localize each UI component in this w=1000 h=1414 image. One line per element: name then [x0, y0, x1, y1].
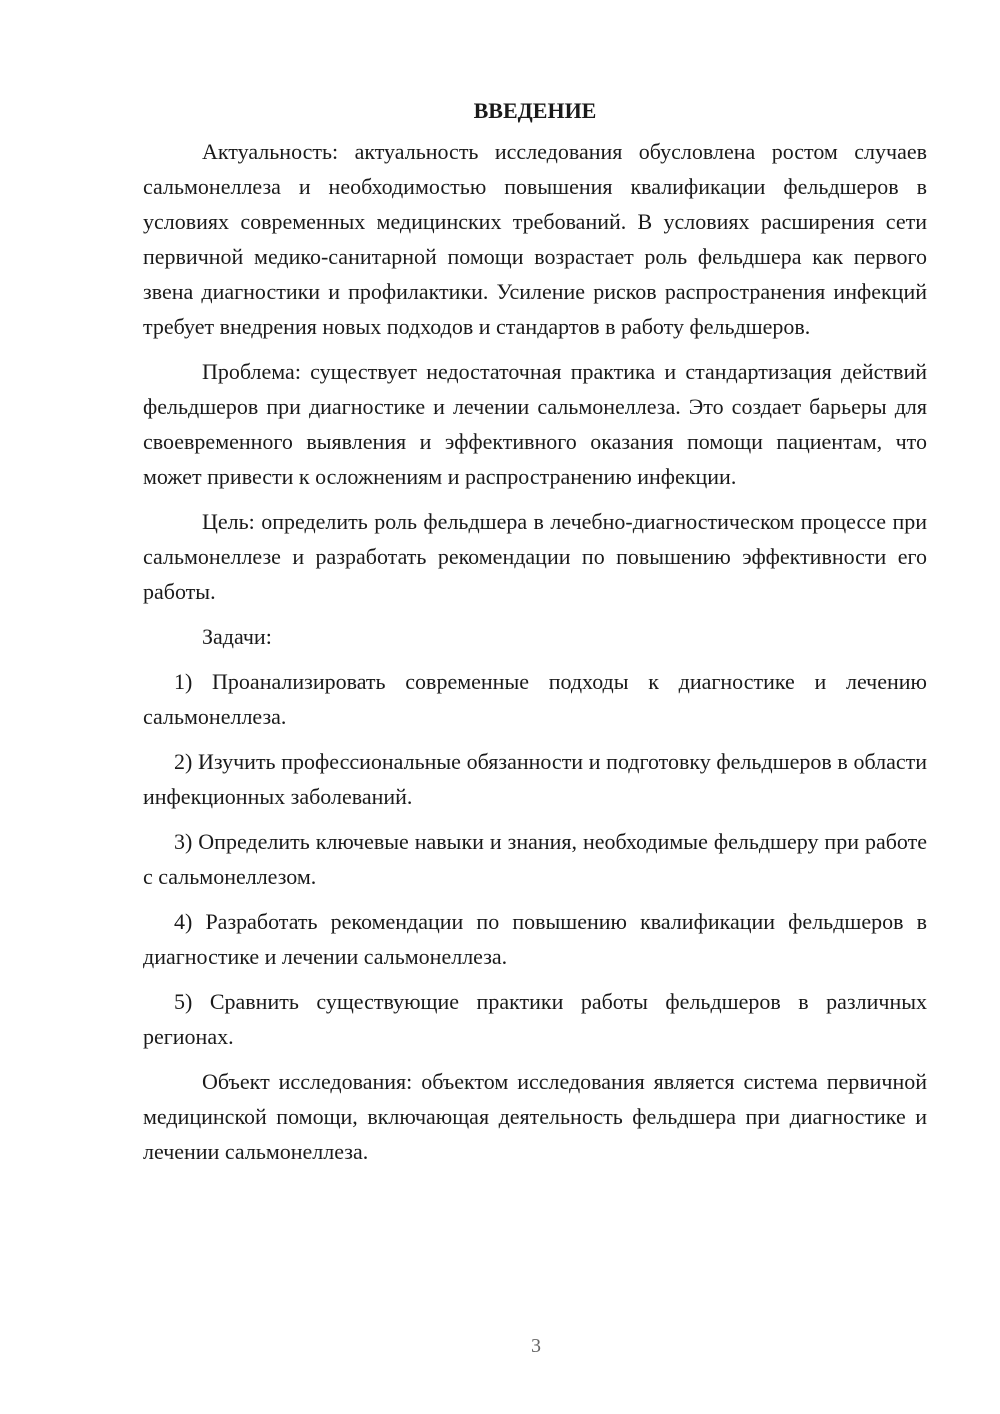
- task-item-2: 2) Изучить профессиональные обязанности и подготовку фельдшеров в области инфекционных заболеваний.: [143, 749, 927, 809]
- paragraph-object: Объект исследования: объектом исследования является система первичной медицинской помощи, включающая деятельность фельдшера при диагностике и лечении сальмонеллеза.: [143, 1069, 927, 1164]
- paragraph-problem: Проблема: существует недостаточная практика и стандартизация действий фельдшеров при диагностике и лечении сальмонеллеза. Это создает барьеры для своевременного выявления и эффективного оказания помощи пациентам, что может привести к осложнениям и распространению инфекции.: [143, 359, 927, 489]
- paragraph-relevance: Актуальность: актуальность исследования обусловлена ростом случаев сальмонеллеза и необходимостью повышения квалификации фельдшеров в условиях современных медицинских требований. В условиях расширения сети первичной медико-санитарной помощи возрастает роль фельдшера как первого звена диагностики и профилактики. Усиление рисков распространения инфекций требует внедрения новых подходов и стандартов в работу фельдшеров.: [143, 139, 927, 339]
- task-item-5: 5) Сравнить существующие практики работы фельдшеров в различных регионах.: [143, 989, 927, 1049]
- paragraph-goal: Цель: определить роль фельдшера в лечебно-диагностическом процессе при сальмонеллезе и разработать рекомендации по повышению эффективности его работы.: [143, 509, 927, 604]
- page-content: [143, 94, 927, 1179]
- task-item-4: 4) Разработать рекомендации по повышению квалификации фельдшеров в диагностике и лечении сальмонеллеза.: [143, 909, 927, 969]
- task-item-1: 1) Проанализировать современные подходы к диагностике и лечению сальмонеллеза.: [143, 669, 927, 729]
- tasks-heading: Задачи:: [202, 624, 272, 649]
- section-title: ВВЕДЕНИЕ: [473, 98, 597, 123]
- page-number: 3: [531, 1335, 541, 1357]
- task-item-3: 3) Определить ключевые навыки и знания, необходимые фельдшеру при работе с сальмонеллезом.: [143, 829, 927, 889]
